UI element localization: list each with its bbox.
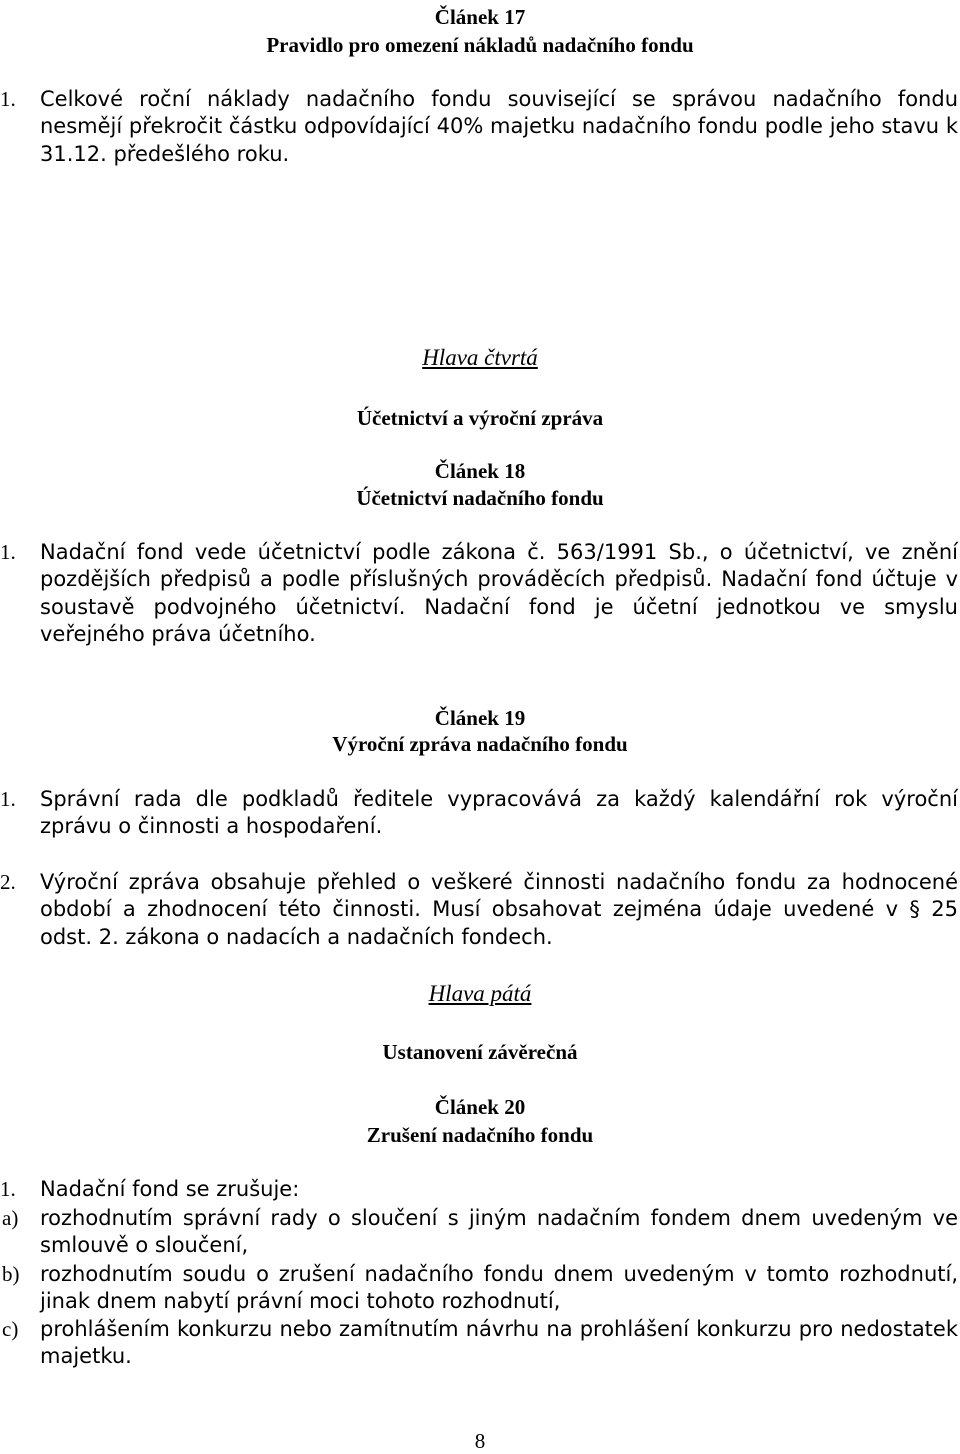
list-item-c: prohlášením konkurzu nebo zamítnutím návrhu na prohlášení konkurzu pro nedostatek majetku. [40,1317,958,1369]
article-18-para-1: Nadační fond vede účetnictví podle zákona č. 563/1991 Sb., o účetnictví, ve znění pozdějších předpisů a podle příslušných prováděcích předpisů. Nadační fond účtuje v soustavě podvojného účetnictví. Nadační fond je účetní jednotkou ve smyslu veřejného práva účetního. [40,540,958,646]
part-4-heading: Hlava čtvrtá [422,345,538,370]
list-item-b-label: b) [2,1262,20,1286]
article-19-para-1-number: 1. [0,787,16,811]
article-17-title: Pravidlo pro omezení nákladů nadačního fondu [266,33,694,57]
article-19-heading: Článek 19 [434,706,526,730]
part-5-heading: Hlava pátá [428,981,532,1006]
article-17-heading: Článek 17 [434,5,526,29]
article-18-para-1-number: 1. [0,540,16,564]
article-20-title: Zrušení nadačního fondu [366,1123,594,1147]
article-20-para-1-number: 1. [0,1177,16,1201]
article-19-para-1: Správní rada dle podkladů ředitele vypracovává za každý kalendářní rok výroční zprávu o činnosti a hospodaření. [40,787,958,839]
article-20-para-1: Nadační fond se zrušuje: [40,1177,300,1201]
list-item-b: rozhodnutím soudu o zrušení nadačního fondu dnem uvedeným v tomto rozhodnutí, jinak dnem nabytí právní moci tohoto rozhodnutí, [40,1262,958,1314]
article-20-heading: Článek 20 [434,1095,526,1119]
article-19-title: Výroční zpráva nadačního fondu [332,732,628,756]
part-4-title: Účetnictví a výroční zpráva [356,406,604,430]
article-19-para-2-number: 2. [0,870,16,894]
list-item-c-label: c) [2,1317,19,1341]
page-number: 8 [474,1429,486,1453]
article-17-para-1-number: 1. [0,87,16,111]
article-19-para-2: Výroční zpráva obsahuje přehled o veškeré činnosti nadačního fondu za hodnocené období a zhodnocení této činnosti. Musí obsahovat zejména údaje uvedené v § 25 odst. 2. zákona o nadacích a nadačních fondech. [40,870,958,949]
part-5-title: Ustanovení závěrečná [382,1040,578,1064]
article-17-para-1: Celkové roční náklady nadačního fondu související se správou nadačního fondu nesmějí překročit částku odpovídající 40% majetku nadačního fondu podle jeho stavu k 31.12. předešlého roku. [40,87,958,166]
article-18-heading: Článek 18 [434,459,526,483]
list-item-a-label: a) [2,1206,19,1230]
article-18-title: Účetnictví nadačního fondu [356,486,604,510]
list-item-a: rozhodnutím správní rady o sloučení s jiným nadačním fondem dnem uvedeným ve smlouvě o sloučení, [40,1206,958,1258]
